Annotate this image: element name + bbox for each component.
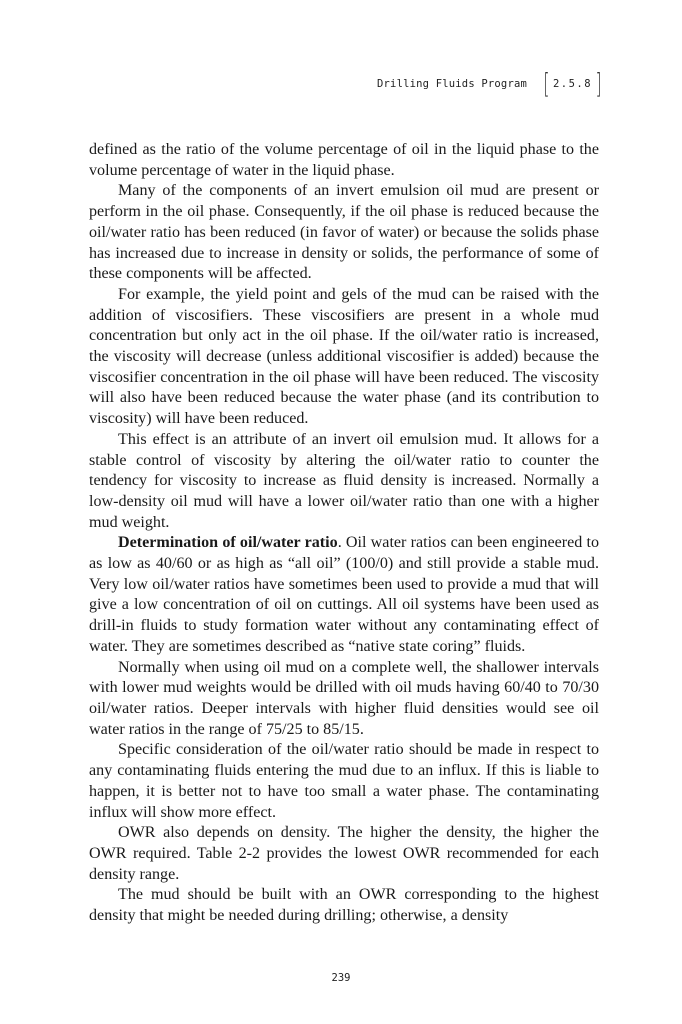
section-marker xyxy=(541,67,604,100)
page-number: 239 xyxy=(331,972,351,984)
paragraph: The mud should be built with an OWR corresponding to the highest density that might be needed during drilling; otherwise, a density xyxy=(89,886,599,925)
paragraph: Many of the components of an invert emulsion oil mud are present or perform in the oil phase. Consequently, if the oil phase is reduced because the oil/water ratio has been reduced (in favor of water) or because the solids phase has increased due to increase in density or solids, the performance of some of these components will be affected. xyxy=(89,182,599,283)
paragraph: defined as the ratio of the volume percentage of oil in the liquid phase to the volume percentage of water in the liquid phase. xyxy=(89,141,599,179)
paragraph-owr-determination xyxy=(89,533,599,657)
bracket-close: ] xyxy=(595,67,602,100)
paragraph: Normally when using oil mud on a complete well, the shallower intervals with lower mud weights would be drilled with oil muds having 60/40 to 70/30 oil/water ratios. Deeper intervals with higher fluid densities would see oil water ratios in the range of 75/25 to 85/15. xyxy=(89,658,599,738)
paragraph-lead-text: . Oil water ratios can been engineered to as low as 40/60 or as high as “all oil” (100/0) and still provide a stable mud. Very low oil/water ratios have sometimes been used to provide a mud that will give a low concentration of oil on cuttings. All oil systems have been used as drill-in fluids to study formation water without any contaminating effect of water. They are sometimes described as “native state coring” fluids. xyxy=(89,534,599,655)
running-title: Drilling Fluids Program xyxy=(377,78,528,90)
paragraph: Specific consideration of the oil/water ratio should be made in respect to any contaminating fluids entering the mud due to an influx. If this is liable to happen, it is better not to have too small a water phase. The contaminating influx will show more effect. xyxy=(89,741,599,821)
running-header xyxy=(377,67,604,100)
section-number: 2.5.8 xyxy=(552,78,593,90)
bracket-open: [ xyxy=(543,67,550,100)
paragraph: For example, the yield point and gels of the mud can be raised with the addition of viscosifiers. These viscosifiers are present in a whole mud concentration but only act in the oil phase. If the oil/water ratio is increased, the viscosity will decrease (unless additional viscosifier is added) because the viscosifier concentration in the oil phase will have been reduced. The viscosity will also have been reduced because the water phase (and its contribution to viscosity) will have been reduced. xyxy=(89,285,599,428)
paragraph-lead-heading: Determination of oil/water ratio xyxy=(118,534,338,552)
paragraph: This effect is an attribute of an invert oil emulsion mud. It allows for a stable control of viscosity by altering the oil/water ratio to counter the tendency for viscosity to increase as fluid density is increased. Normally a low-density oil mud will have a lower oil/water ratio than one with a higher mud weight. xyxy=(89,430,599,531)
body-text xyxy=(89,140,599,927)
paragraph: OWR also depends on density. The higher the density, the higher the OWR required. Table 2-2 provides the lowest OWR recommended for each density range. xyxy=(89,824,599,883)
